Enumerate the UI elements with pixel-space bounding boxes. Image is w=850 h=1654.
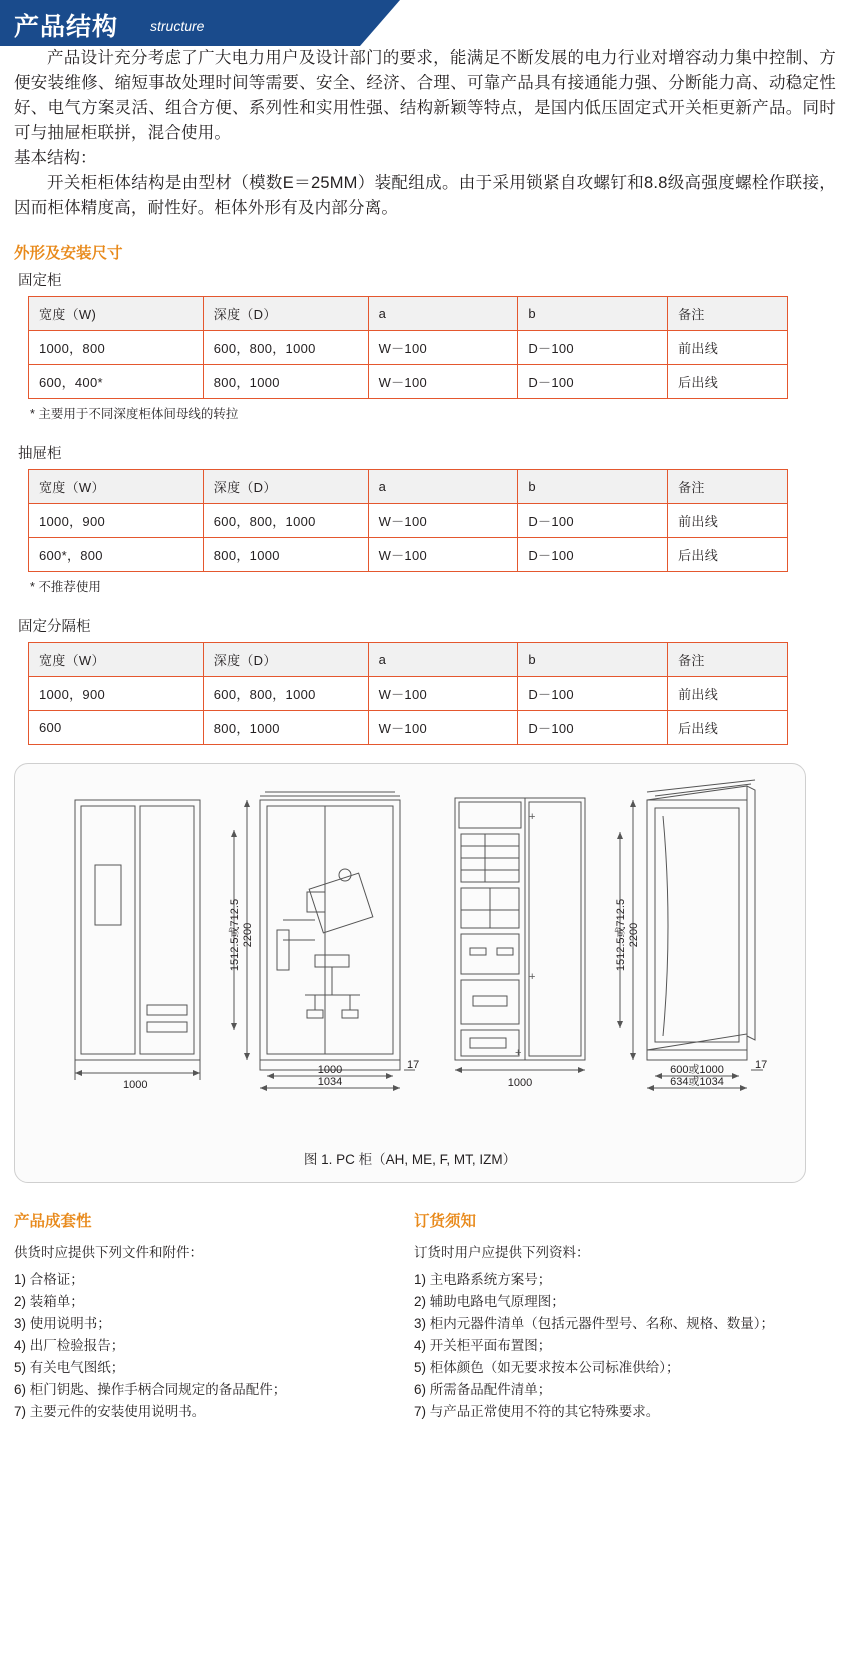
list-item: 1) 合格证； — [14, 1272, 84, 1287]
section-heading-ordering: 订货须知 — [414, 1213, 477, 1230]
column-header: 深度（D） — [203, 643, 368, 677]
ordering-list — [414, 1269, 796, 1423]
table-cell: 800，1000 — [203, 538, 368, 572]
table-drawer-cabinet — [28, 469, 788, 572]
table-row — [29, 504, 788, 538]
table-caption-fixed-partition-cabinet: 固定分隔柜 — [18, 619, 91, 635]
table-cell: W－100 — [368, 365, 518, 399]
table-caption-drawer-cabinet: 抽屉柜 — [18, 446, 62, 462]
table-cell: 600*，800 — [29, 538, 204, 572]
dim-label-v2-depth: 17 — [407, 1059, 420, 1071]
table-header-row — [29, 297, 788, 331]
dim-label-v3-width: 1000 — [507, 1077, 533, 1089]
page-title: 产品结构 — [14, 13, 119, 41]
table-cell: 600，400* — [29, 365, 204, 399]
document-body — [0, 46, 850, 745]
table-row — [29, 365, 788, 399]
list-item: 2) 辅助电路电气原理图； — [414, 1294, 565, 1309]
table-cell: 1000，900 — [29, 677, 204, 711]
column-header: b — [518, 297, 668, 331]
column-header: a — [368, 297, 518, 331]
table-cell: W－100 — [368, 677, 518, 711]
table-cell: 600，800，1000 — [203, 331, 368, 365]
table-fixed-partition-cabinet — [28, 642, 788, 745]
cabinet-drawings-svg — [15, 770, 807, 1150]
table-cell: 后出线 — [668, 711, 788, 745]
table-row — [29, 677, 788, 711]
table-cell: 1000，900 — [29, 504, 204, 538]
table-row — [29, 331, 788, 365]
section-heading-dimensions: 外形及安装尺寸 — [14, 245, 123, 262]
table-cell: 后出线 — [668, 365, 788, 399]
view-internal-layout — [231, 792, 415, 1091]
column-header: 深度（D） — [203, 470, 368, 504]
list-item: 3) 柜内元器件清单（包括元器件型号、名称、规格、数量）； — [414, 1316, 775, 1331]
basic-structure-label: 基本结构： — [14, 149, 97, 167]
table-cell: 前出线 — [668, 504, 788, 538]
completeness-list — [14, 1269, 396, 1423]
table-cell: W－100 — [368, 711, 518, 745]
table-cell: D－100 — [518, 504, 668, 538]
table-cell: D－100 — [518, 677, 668, 711]
page-subtitle: structure — [150, 18, 205, 34]
list-item: 4) 开关柜平面布置图； — [414, 1338, 552, 1353]
column-header: 宽度（W） — [29, 643, 204, 677]
dim-label-v1-width: 1000 — [123, 1079, 148, 1091]
dim-label-v2-inner-width: 1000 — [317, 1064, 343, 1076]
table-cell: W－100 — [368, 538, 518, 572]
dim-label-v4-height: 2200 — [628, 922, 640, 948]
bottom-columns — [14, 1209, 814, 1423]
dim-label-v4-inner-width: 600或1000 — [670, 1064, 724, 1076]
ordering-lead: 订货时用户应提供下列资料： — [414, 1245, 590, 1260]
table-cell: 600，800，1000 — [203, 504, 368, 538]
table-cell: 前出线 — [668, 331, 788, 365]
column-product-completeness — [14, 1209, 414, 1423]
table-cell: 前出线 — [668, 677, 788, 711]
dim-label-v2-inner-height: 1512.5或712.5 — [229, 898, 241, 972]
list-item: 6) 所需备品配件清单； — [414, 1382, 552, 1397]
column-header: 备注 — [668, 297, 788, 331]
dim-label-v2-height: 2200 — [242, 922, 254, 948]
column-header: 宽度（W) — [29, 297, 204, 331]
table-cell: W－100 — [368, 331, 518, 365]
intro-paragraph-1: 产品设计充分考虑了广大电力用户及设计部门的要求，能满足不断发展的电力行业对增容动力集中控制、方便安装维修、缩短事故处理时间等需要、安全、经济、合理、可靠产品具有接通能力强、分断能力高、动稳定性好、电气方案灵活、组合方便、系列性和实用性强、结构新颖等特点，是国内低压固定式开关柜更新产品。同时可与抽屉柜联拼，混合使用。 — [14, 49, 836, 142]
table-cell: D－100 — [518, 711, 668, 745]
intro-paragraph-2: 开关柜柜体结构是由型材（模数E＝25MM）装配组成。由于采用锁紧自攻螺钉和8.8级高强度螺栓作联接，因而柜体精度高，耐性好。柜体外形有及内部分离。 — [14, 174, 836, 217]
view-front-elevation — [75, 800, 200, 1080]
table-row — [29, 538, 788, 572]
column-ordering-notice — [414, 1209, 814, 1423]
figure-caption: 图 1. PC 柜（AH, ME, F, MT, IZM） — [303, 1152, 517, 1167]
list-item: 3) 使用说明书； — [14, 1316, 111, 1331]
column-header: 备注 — [668, 470, 788, 504]
table-cell: 800，1000 — [203, 711, 368, 745]
column-header: b — [518, 643, 668, 677]
svg-text:+: + — [529, 811, 536, 823]
table-header-row — [29, 470, 788, 504]
list-item: 5) 有关电气图纸； — [14, 1360, 125, 1375]
list-item: 1) 主电路系统方案号； — [414, 1272, 552, 1287]
table-cell: D－100 — [518, 538, 668, 572]
section-heading-completeness: 产品成套性 — [14, 1213, 92, 1230]
table-note: * 不推荐使用 — [30, 580, 101, 594]
table-cell: 1000，800 — [29, 331, 204, 365]
column-header: a — [368, 643, 518, 677]
table-cell: D－100 — [518, 365, 668, 399]
table-cell: 800，1000 — [203, 365, 368, 399]
completeness-lead: 供货时应提供下列文件和附件： — [14, 1245, 203, 1260]
column-header: a — [368, 470, 518, 504]
list-item: 7) 主要元件的安装使用说明书。 — [14, 1404, 206, 1419]
table-row — [29, 711, 788, 745]
table-cell: 600 — [29, 711, 204, 745]
column-header: b — [518, 470, 668, 504]
dim-label-v4-inner-height: 1512.5或712.5 — [615, 898, 627, 972]
list-item: 7) 与产品正常使用不符的其它特殊要求。 — [414, 1404, 660, 1419]
column-header: 备注 — [668, 643, 788, 677]
list-item: 4) 出厂检验报告； — [14, 1338, 125, 1353]
list-item: 5) 柜体颜色（如无要求按本公司标准供给）； — [414, 1360, 680, 1375]
table-cell: D－100 — [518, 331, 668, 365]
table-cell: 后出线 — [668, 538, 788, 572]
view-compartment-front — [455, 798, 585, 1073]
table-note: * 主要用于不同深度柜体间母线的转拉 — [30, 407, 239, 421]
svg-text:+: + — [529, 971, 536, 983]
table-fixed-cabinet — [28, 296, 788, 399]
table-cell: 600，800，1000 — [203, 677, 368, 711]
table-cell: W－100 — [368, 504, 518, 538]
dim-label-v2-outer-width: 1034 — [317, 1076, 343, 1088]
table-caption-fixed-cabinet: 固定柜 — [18, 273, 62, 289]
list-item: 6) 柜门钥匙、操作手柄合同规定的备品配件； — [14, 1382, 287, 1397]
page-header — [0, 0, 420, 46]
svg-text:+: + — [515, 1047, 522, 1059]
column-header: 宽度（W） — [29, 470, 204, 504]
figure-panel — [14, 763, 806, 1183]
table-header-row — [29, 643, 788, 677]
list-item: 2) 装箱单； — [14, 1294, 84, 1309]
dim-label-v4-outer-width: 634或1034 — [670, 1076, 724, 1088]
dim-label-v4-depth: 17 — [755, 1059, 768, 1071]
column-header: 深度（D） — [203, 297, 368, 331]
